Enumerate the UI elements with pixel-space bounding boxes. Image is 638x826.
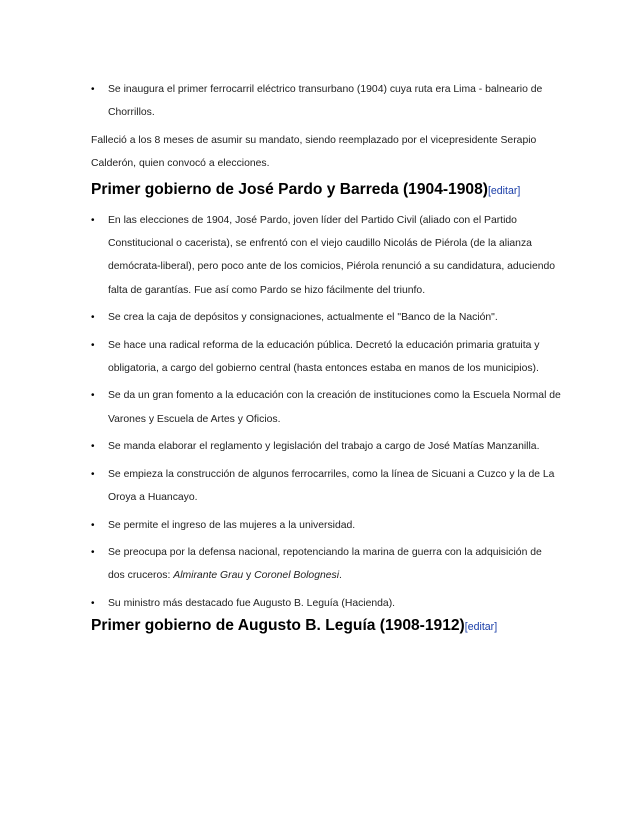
section-heading-pardo [91,179,561,202]
top-bullet-list [91,78,561,125]
ship-name-bolognesi: Coronel Bolognesi [254,570,340,582]
list-item: • Se crea la caja de depósitos y consignaciones, actualmente el "Banco de la Nación". [91,306,561,329]
list-item: • Se empieza la construcción de algunos ferrocarriles, como la línea de Sicuani a Cuzco y la de La Oroya a Huancayo. [91,463,561,510]
edit-link[interactable]: [editar] [464,621,498,634]
edit-link[interactable]: [editar] [487,184,521,197]
section-title: Primer gobierno de Augusto B. Leguía (1908-1912) [91,617,465,635]
list-item-cruisers [91,541,561,588]
list-item: • Se da un gran fomento a la educación con la creación de instituciones como la Escuela Normal de Varones y Escuela de Artes y Oficios. [91,384,561,431]
section-heading-leguia [91,615,561,638]
conjunction: y [243,570,255,582]
list-item: • Se manda elaborar el reglamento y legislación del trabajo a cargo de José Matías Manzanilla. [91,435,561,458]
list-item: • Se permite el ingreso de las mujeres a la universidad. [91,514,561,537]
list-item: • Se inaugura el primer ferrocarril eléctrico transurbano (1904) cuya ruta era Lima - balneario de Chorrillos. [91,78,561,125]
section-title: Primer gobierno de José Pardo y Barreda (1904-1908) [91,180,488,198]
period: . [339,570,342,582]
list-item: • Su ministro más destacado fue Augusto B. Leguía (Hacienda). [91,592,561,615]
list-item: • En las elecciones de 1904, José Pardo, joven líder del Partido Civil (aliado con el Partido Constitucional o cacerista), se enfrentó con el viejo caudillo Nicolás de Piérola (de la alianza demócrata-liberal), pero poco ante de los comicios, Piérola renunció a su candidatura, aduciendo falta de garantías. Fue así como Pardo se hizo fácilmente del triunfo. [91,209,561,303]
paragraph: Falleció a los 8 meses de asumir su mandato, siendo reemplazado por el vicepresidente Serapio Calderón, quien convocó a elecciones. [91,134,537,170]
cruisers-text: Se preocupa por la defensa nacional, repotenciando la marina de guerra con la adquisición de dos cruceros: [108,546,542,582]
document-content [91,78,561,638]
ship-name-grau: Almirante Grau [173,570,244,582]
pardo-bullet-list [91,209,561,616]
list-item: • Se hace una radical reforma de la educación pública. Decretó la educación primaria gratuita y obligatoria, a cargo del gobierno central (hasta entonces estaba en manos de los municipios). [91,334,561,381]
